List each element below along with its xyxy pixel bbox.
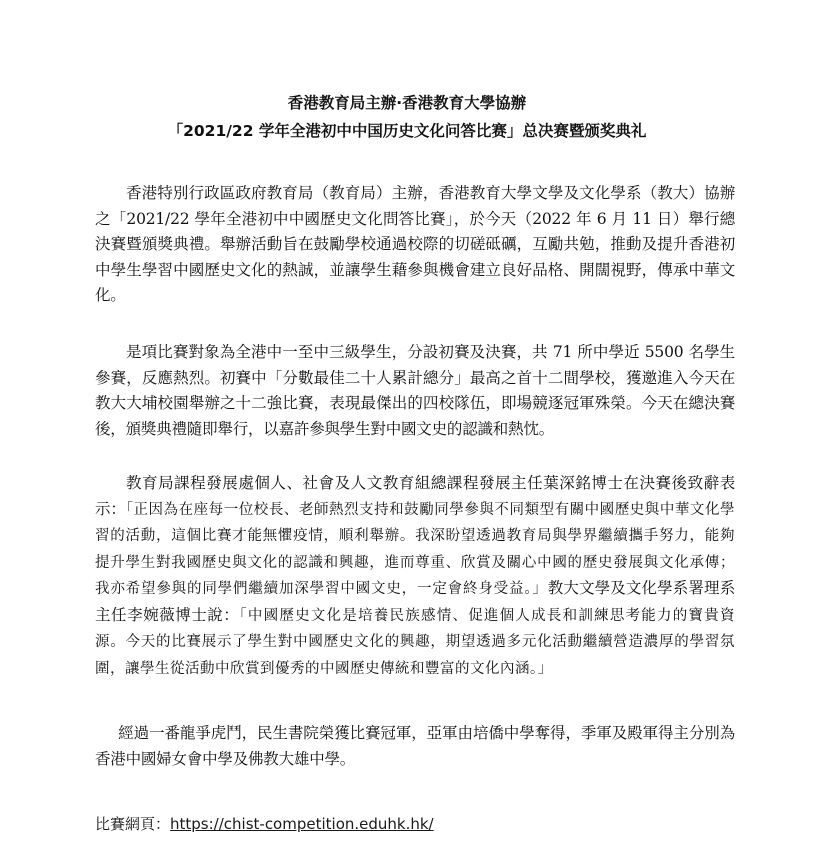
website-line	[95, 814, 434, 834]
speech-intro: 教育局課程發展處個人、社會及人文教育組總課程發展主任葉深銘博士在決賽後致辭表示：	[95, 474, 735, 518]
document-title: 香港教育局主辦·香港教育大學協辦	[287, 94, 527, 112]
document-subtitle: 「2021/22 学年全港初中中国历史文化问答比赛」总决赛暨颁奖典礼	[167, 122, 647, 140]
paragraph-competition: 是項比賽對象為全港中一至中三級學生，分設初賽及決賽，共 71 所中學近 5500 名學生參賽，反應熱烈。初賽中「分數最佳二十人累計總分」最高之首十二間學校，獲邀進入今天在教大大埔校園舉辦之十二強比賽，表現最傑出的四校隊伍，即場競逐冠軍殊榮。今天在總決賽後，頒獎典禮隨即舉行，以嘉許參與學生對中國文史的認識和熱忱。	[95, 343, 735, 438]
website-link[interactable]: https://chist-competition.eduhk.hk/	[170, 815, 434, 833]
speech-quote-eduhk: 「中國歷史文化是培養民族感情、促進個人成長和訓練思考能力的寶貴資源。今天的比賽展示了學生對中國歷史文化的興趣，期望透過多元化活動繼續營造濃厚的學習氛圍，讓學生從活動中欣賞到優秀的中國歷史傳統和豐富的文化內涵。」	[95, 607, 736, 677]
speech-quote-edb: 「正因為在座每一位校長、老師熱烈支持和鼓勵同學參與不同類型有關中國歷史與中華文化學習的活動，這個比賽才能無懼疫情，順利舉辦。我深盼望透過教育局與學界繼續攜手努力，能夠提升學生對我國歷史與文化的認識和興趣，進而尊重、欣賞及關心中國的歷史發展與文化承傳；我亦希望參與的同學們繼續加深學習中國文史，一定會終身受益。」	[95, 501, 735, 597]
paragraph-intro: 香港特別行政區政府教育局（教育局）主辦，香港教育大學文學及文化學系（教大）協辦之「2021/22 學年全港初中中國歷史文化問答比賽」，於今天（2022 年 6 月 11 日）舉行總決賽暨頒獎典禮。舉辦活動旨在鼓勵學校通過校際的切磋砥礪，互勵共勉，推動及提升香港初中學生學習中國歷史文化的熱誠，並讓學生藉參與機會建立良好品格、開闊視野，傳承中華文化。	[95, 184, 735, 304]
paragraph-speeches	[95, 471, 735, 682]
speech-mid: 教大文學及文化學系署理系主任李婉薇博士說：	[95, 579, 735, 624]
website-label: 比賽網頁：	[95, 815, 171, 833]
paragraph-results: 經過一番龍爭虎鬥，民生書院榮獲比賽冠軍，亞軍由培僑中學奪得，季軍及殿軍得主分別為香港中國婦女會中學及佛教大雄中學。	[95, 724, 735, 768]
